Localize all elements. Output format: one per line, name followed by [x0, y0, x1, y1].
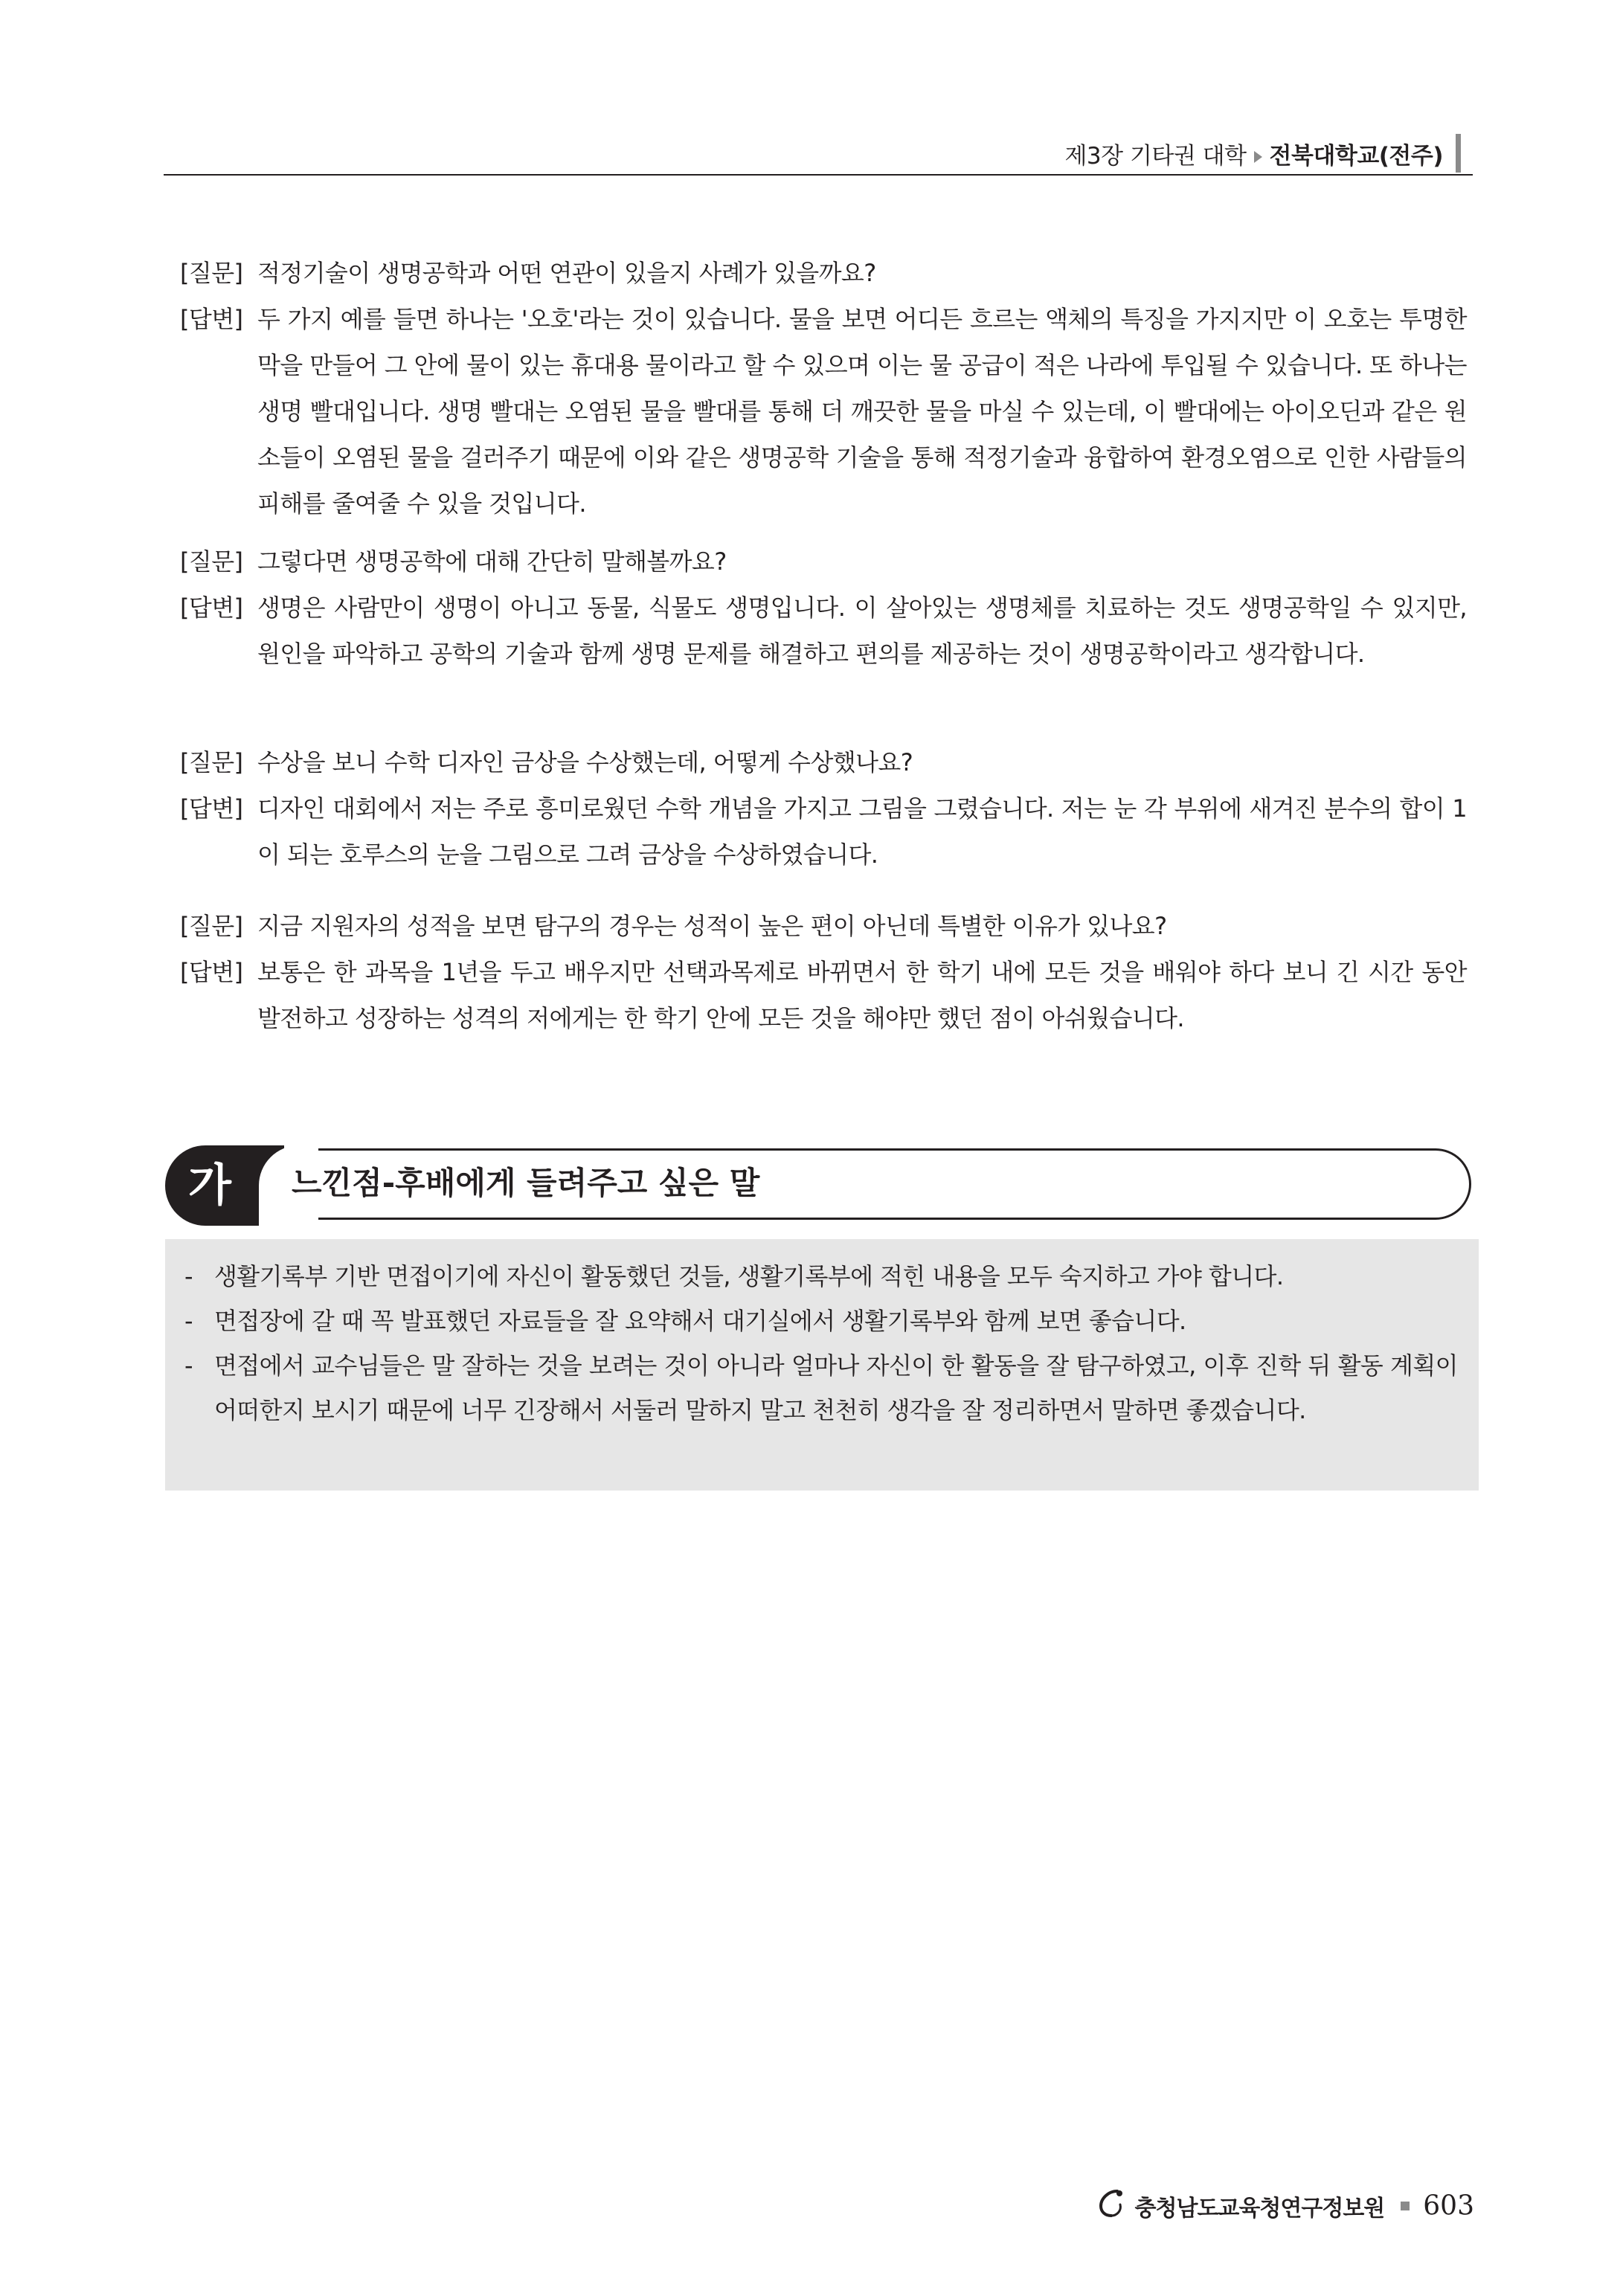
answer-row	[180, 949, 1467, 1041]
answer-text: 디자인 대회에서 저는 주로 흥미로웠던 수학 개념을 가지고 그림을 그렸습니다. 저는 눈 각 부위에 새겨진 분수의 합이 1이 되는 호루스의 눈을 그림으로 그려 금상을 수상하였습니다.	[257, 794, 1467, 869]
square-separator	[1401, 2202, 1410, 2210]
question-tag: [질문]	[180, 912, 243, 940]
university-label: 전북대학교(전주)	[1269, 143, 1443, 170]
question-text: 적정기술이 생명공학과 어떤 연관이 있을지 사례가 있을까요?	[257, 259, 876, 287]
answer-text: 보통은 한 과목을 1년을 두고 배우지만 선택과목제로 바뀌면서 한 학기 내에 모든 것을 배워야 하다 보니 긴 시간 동안 발전하고 성장하는 성격의 저에게는 한 학기 안에 모든 것을 해야만 했던 점이 아쉬웠습니다.	[257, 958, 1467, 1032]
question-tag: [질문]	[180, 748, 243, 776]
advice-text: 면접장에 갈 때 꼭 발표했던 자료들을 잘 요약해서 대기실에서 생활기록부와 함께 보면 좋습니다.	[214, 1307, 1186, 1335]
answer-row	[180, 585, 1467, 677]
header-bar	[1456, 134, 1461, 173]
advice-text: 면접에서 교수님들은 말 잘하는 것을 보려는 것이 아니라 얼마나 자신이 한 활동을 잘 탐구하였고, 이후 진학 뒤 활동 계획이 어떠한지 보시기 때문에 너무 긴장해서 서둘러 말하지 말고 천천히 생각을 잘 정리하면서 말하면 좋겠습니다.	[214, 1351, 1458, 1424]
advice-text: 생활기록부 기반 면접이기에 자신이 활동했던 것들, 생활기록부에 적힌 내용을 모두 숙지하고 가야 합니다.	[214, 1262, 1284, 1290]
question-text: 수상을 보니 수학 디자인 금상을 수상했는데, 어떻게 수상했나요?	[257, 748, 913, 776]
dash-bullet: -	[184, 1351, 193, 1380]
qa-block-1	[180, 250, 1467, 527]
answer-text: 생명은 사람만이 생명이 아니고 동물, 식물도 생명입니다. 이 살아있는 생명체를 치료하는 것도 생명공학일 수 있지만, 원인을 파악하고 공학의 기술과 함께 생명 문제를 해결하고 편의를 제공하는 것이 생명공학이라고 생각합니다.	[257, 594, 1467, 668]
institute-name: 충청남도교육청연구정보원	[1134, 2196, 1385, 2222]
qa-block-3	[180, 739, 1467, 878]
answer-row	[180, 296, 1467, 527]
question-row	[180, 739, 1467, 785]
advice-item	[184, 1254, 1458, 1299]
header-rule	[164, 174, 1473, 176]
ga-letter-icon: 가	[188, 1160, 231, 1212]
page-number: 603	[1423, 2190, 1474, 2222]
section-header	[165, 1145, 1479, 1226]
dash-bullet: -	[184, 1262, 193, 1290]
advice-item	[184, 1299, 1458, 1343]
header-text	[1064, 137, 1443, 170]
triangle-right-icon	[1254, 151, 1262, 163]
question-tag: [질문]	[180, 259, 243, 287]
answer-tag: [답변]	[180, 305, 243, 333]
question-row	[180, 538, 1467, 585]
question-text: 지금 지원자의 성적을 보면 탐구의 경우는 성적이 높은 편이 아닌데 특별한 이유가 있나요?	[257, 912, 1167, 940]
question-text: 그렇다면 생명공학에 대해 간단히 말해볼까요?	[257, 547, 727, 576]
page-footer	[1095, 2188, 1474, 2230]
institute-logo-icon	[1095, 2188, 1128, 2224]
answer-tag: [답변]	[180, 958, 243, 986]
advice-box	[165, 1239, 1479, 1491]
answer-row	[180, 785, 1467, 878]
question-row	[180, 250, 1467, 296]
question-row	[180, 903, 1467, 949]
dash-bullet: -	[184, 1307, 193, 1335]
advice-item	[184, 1343, 1458, 1432]
answer-tag: [답변]	[180, 794, 243, 823]
section-title: 느낀점-후배에게 들려주고 싶은 말	[292, 1165, 760, 1201]
answer-tag: [답변]	[180, 594, 243, 622]
answer-text: 두 가지 예를 들면 하나는 '오호'라는 것이 있습니다. 물을 보면 어디든 흐르는 액체의 특징을 가지지만 이 오호는 투명한 막을 만들어 그 안에 물이 있는 휴대용 물이라고 할 수 있으며 이는 물 공급이 적은 나라에 투입될 수 있습니다. 또 하나는 생명 빨대입니다. 생명 빨대는 오염된 물을 빨대를 통해 더 깨끗한 물을 마실 수 있는데, 이 빨대에는 아이오딘과 같은 원소들이 오염된 물을 걸러주기 때문에 이와 같은 생명공학 기술을 통해 적정기술과 융합하여 환경오염으로 인한 사람들의 피해를 줄여줄 수 있을 것입니다.	[257, 305, 1467, 518]
question-tag: [질문]	[180, 547, 243, 576]
running-header	[164, 134, 1473, 176]
chapter-label: 제3장 기타권 대학	[1064, 143, 1247, 170]
qa-block-2	[180, 538, 1467, 677]
qa-block-4	[180, 903, 1467, 1041]
